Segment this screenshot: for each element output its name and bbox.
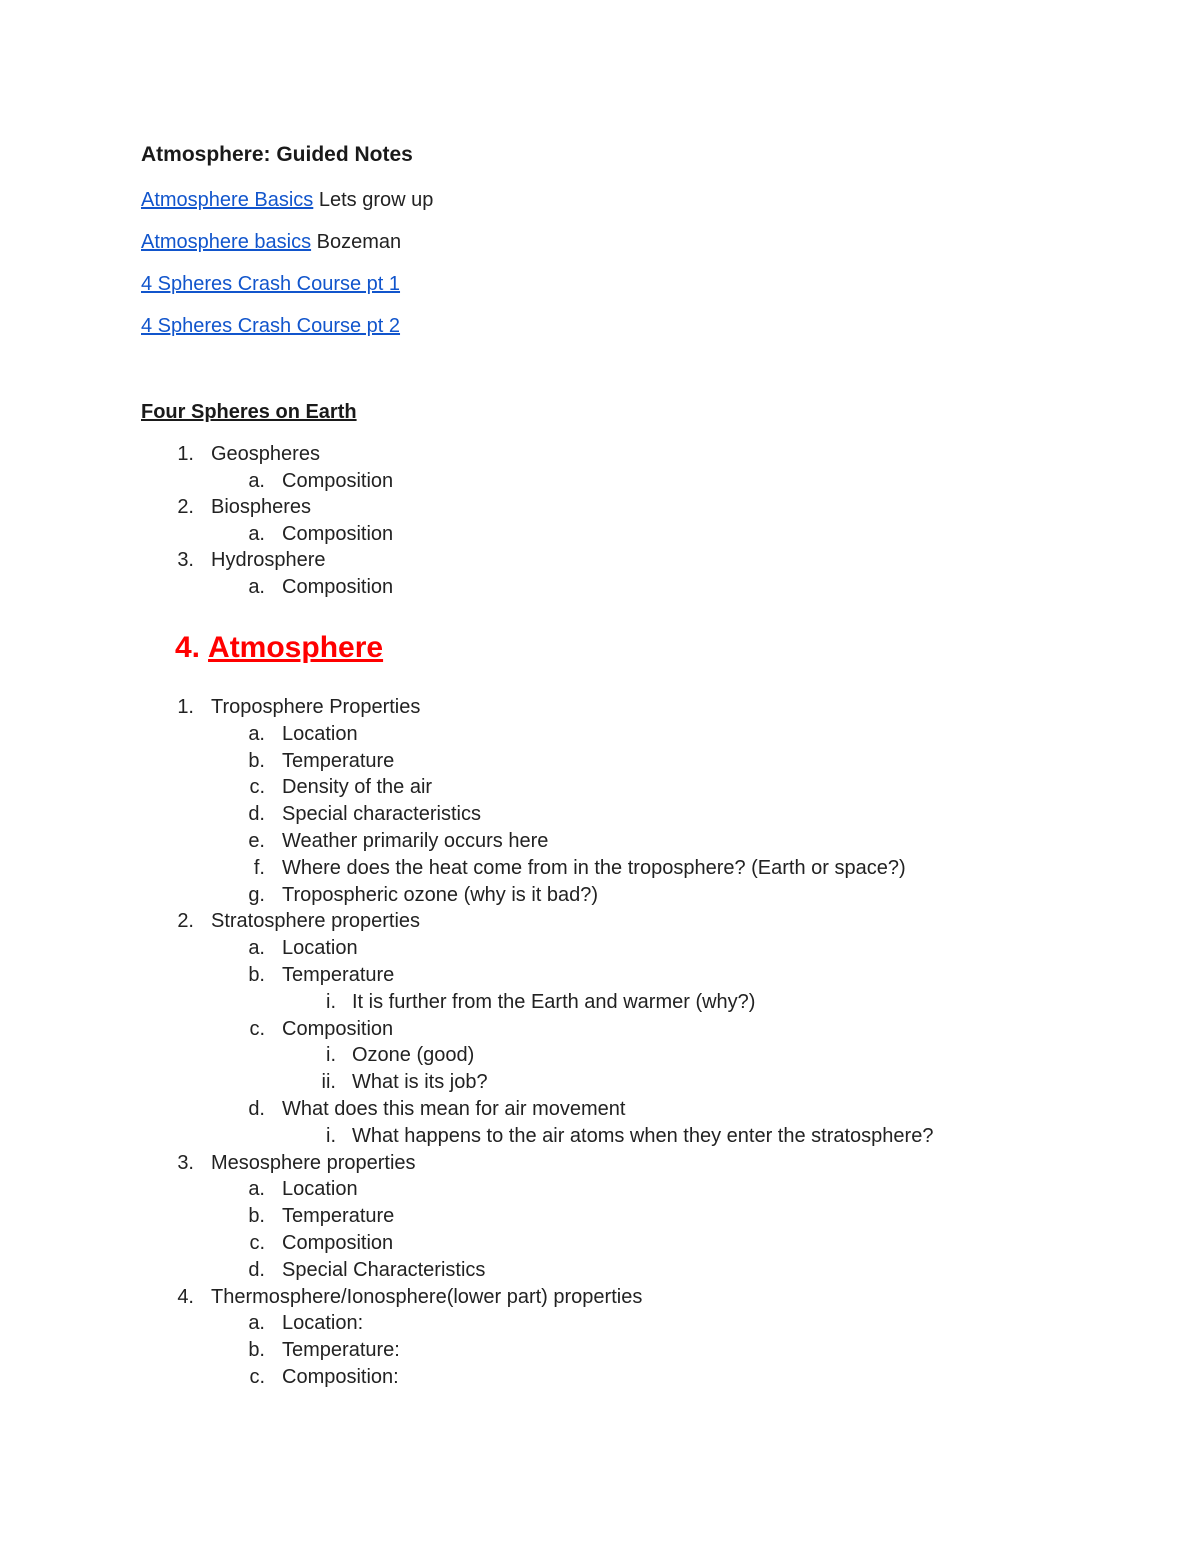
list-text: Thermosphere/Ionosphere(lower part) properties (211, 1285, 643, 1308)
list-text: Stratosphere properties (211, 910, 421, 933)
resource-link-1[interactable]: Atmosphere Basics (141, 189, 314, 211)
list-text: Temperature (282, 1205, 395, 1228)
list-text: Weather primarily occurs here (282, 830, 549, 852)
list-text: Biospheres (211, 496, 312, 519)
list-marker: 2. (177, 910, 194, 933)
list-text: Location (282, 1178, 358, 1201)
list-text: Composition: (282, 1366, 399, 1388)
list-marker: e. (248, 830, 265, 852)
list-marker: d. (248, 1098, 265, 1120)
resource-line-3 (141, 272, 400, 296)
list-marker: a. (248, 576, 265, 598)
spheres-heading: Four Spheres on Earth (141, 401, 357, 423)
list-text: Temperature: (282, 1339, 400, 1362)
list-text: Troposphere Properties (211, 696, 421, 718)
resource-suffix-1: Lets grow up (313, 189, 434, 211)
list-marker: d. (248, 803, 265, 826)
list-marker: d. (248, 1258, 265, 1281)
list-text: Geospheres (211, 443, 320, 465)
list-text: Composition (282, 1232, 394, 1254)
list-text: Tropospheric ozone (why is it bad?) (282, 883, 599, 906)
list-marker: a. (248, 722, 265, 745)
list-marker: 3. (177, 549, 194, 572)
list-marker: f. (253, 856, 265, 879)
list-text: What is its job? (352, 1071, 488, 1094)
list-marker: i. (326, 1124, 336, 1147)
list-marker: a. (248, 469, 265, 492)
list-marker: c. (249, 776, 265, 799)
list-text: Ozone (good) (352, 1044, 475, 1067)
list-marker: i. (326, 1044, 336, 1067)
document-title: Atmosphere: Guided Notes (141, 143, 413, 166)
list-text: What happens to the air atoms when they enter the stratosphere? (352, 1124, 934, 1147)
list-text: Density of the air (282, 776, 433, 799)
list-marker: 4. (177, 1285, 194, 1308)
atmosphere-heading (175, 630, 383, 666)
list-marker: b. (248, 1205, 265, 1228)
list-text: Special Characteristics (282, 1258, 486, 1281)
list-text: Special characteristics (282, 803, 481, 826)
list-marker: g. (248, 883, 265, 906)
list-marker: 3. (177, 1151, 194, 1174)
list-text: Hydrosphere (211, 549, 326, 572)
list-marker: i. (326, 990, 336, 1013)
list-marker: a. (248, 1178, 265, 1201)
atmosphere-heading-number: 4. (175, 631, 201, 664)
resource-link-3[interactable]: 4 Spheres Crash Course pt 1 (141, 273, 401, 295)
resource-link-4[interactable]: 4 Spheres Crash Course pt 2 (141, 315, 401, 337)
list-text: What does this mean for air movement (282, 1098, 626, 1120)
list-marker: c. (249, 1366, 265, 1388)
list-marker: 1. (177, 443, 194, 465)
list-marker: a. (248, 522, 265, 545)
list-marker: b. (248, 749, 265, 772)
list-text: Composition (282, 469, 394, 492)
atmosphere-heading-word: Atmosphere (208, 631, 384, 664)
list-text: Location (282, 722, 358, 745)
list-text: Composition (282, 1017, 394, 1040)
list-marker: 2. (177, 496, 194, 519)
list-marker: c. (249, 1232, 265, 1254)
list-text: Temperature (282, 749, 395, 772)
list-text: Where does the heat come from in the troposphere? (Earth or space?) (282, 856, 906, 879)
list-text: It is further from the Earth and warmer (why?) (352, 990, 756, 1013)
resource-suffix-2: Bozeman (311, 231, 402, 253)
list-text: Temperature (282, 964, 395, 986)
list-text: Location: (282, 1312, 364, 1335)
resource-line-4 (141, 314, 400, 338)
resource-link-2[interactable]: Atmosphere basics (141, 231, 312, 253)
list-marker: ii. (321, 1071, 336, 1094)
list-marker: 1. (177, 696, 194, 718)
resource-line-1 (141, 188, 433, 212)
resource-line-2 (141, 230, 401, 254)
list-marker: b. (248, 1339, 265, 1362)
list-text: Composition (282, 576, 394, 598)
list-text: Mesosphere properties (211, 1151, 416, 1174)
list-marker: b. (248, 964, 265, 986)
list-text: Composition (282, 522, 394, 545)
list-marker: a. (248, 937, 265, 960)
list-marker: c. (249, 1017, 265, 1040)
list-marker: a. (248, 1312, 265, 1335)
list-text: Location (282, 937, 358, 960)
